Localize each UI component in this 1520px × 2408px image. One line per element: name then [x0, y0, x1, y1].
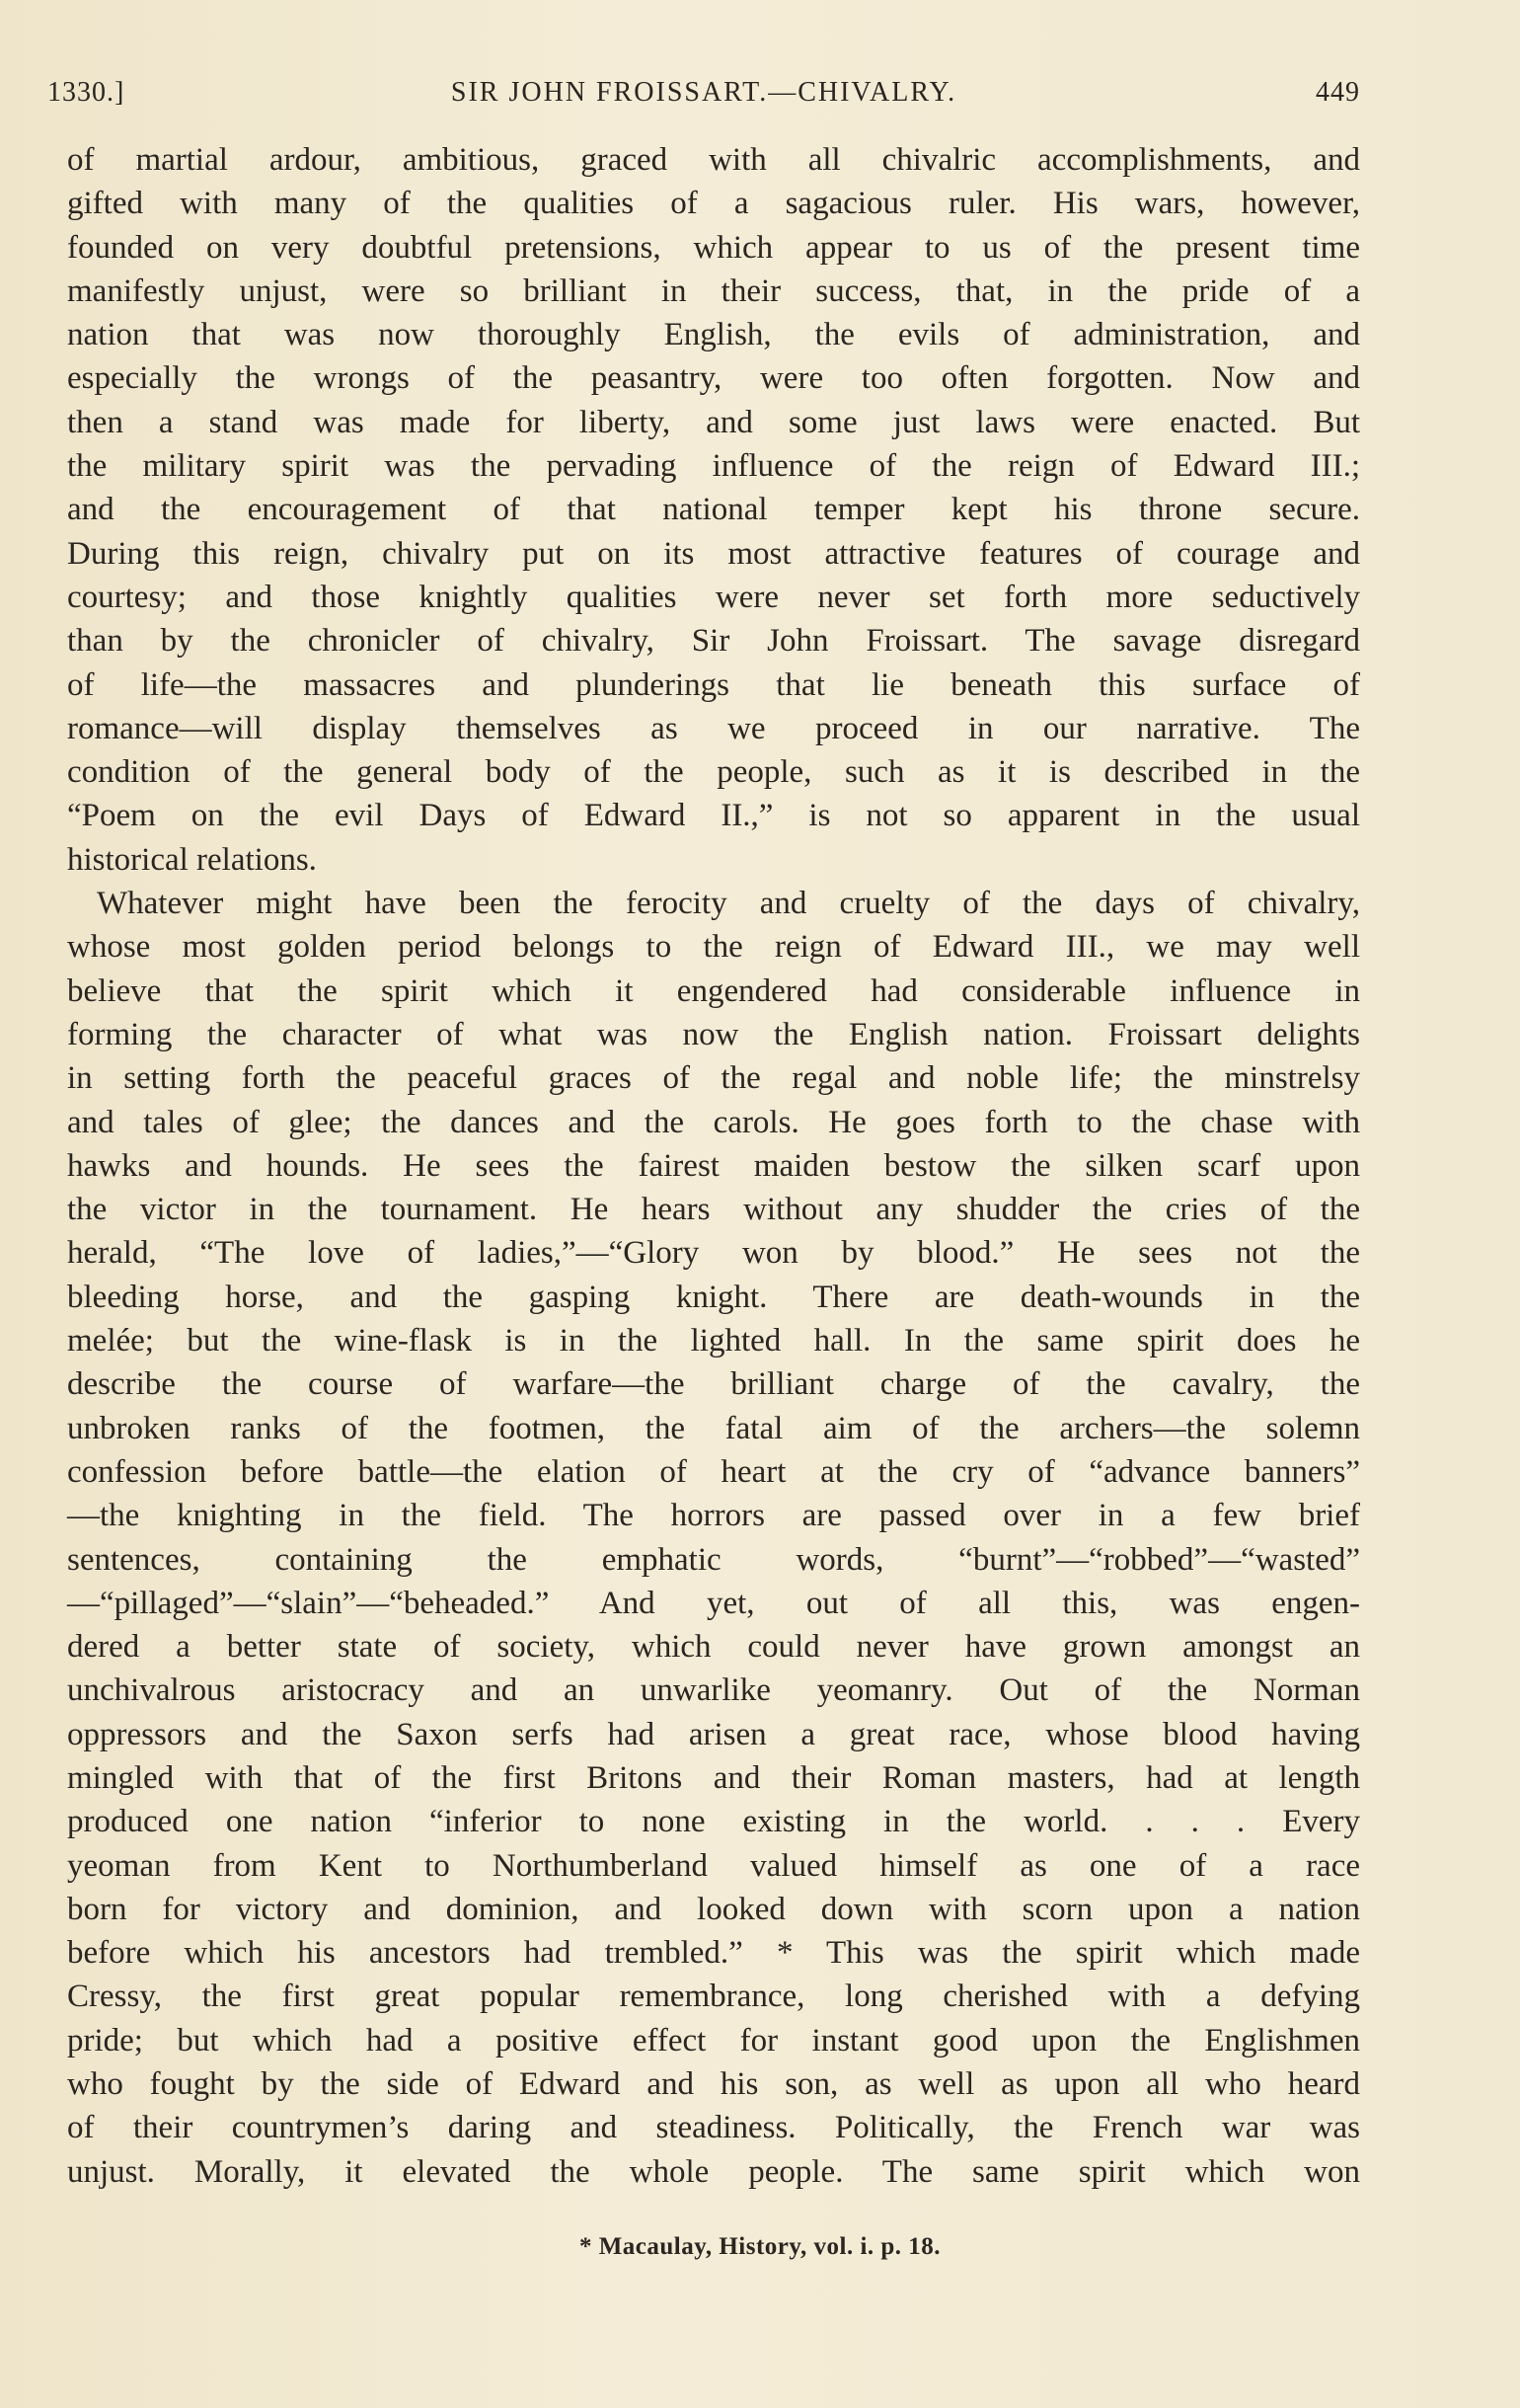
- text-line: of their countrymen’s daring and steadiness. Politically, the French war was: [67, 2110, 1360, 2146]
- text-line: unchivalrous aristocracy and an unwarlike yeomanry. Out of the Norman: [67, 1672, 1360, 1709]
- text-line: confession before battle—the elation of heart at the cry of “advance banners”: [67, 1453, 1360, 1490]
- text-line: —the knighting in the field. The horrors are passed over in a few brief: [67, 1498, 1360, 1534]
- text-line: dered a better state of society, which could never have grown amongst an: [67, 1629, 1360, 1666]
- text-line: especially the wrongs of the peasantry, were too often forgotten. Now and: [67, 360, 1360, 397]
- text-line: before which his ancestors had trembled.” * This was the spirit which made: [67, 1935, 1360, 1972]
- text-line: nation that was now thoroughly English, the evils of administration, and: [67, 317, 1360, 353]
- text-line: herald, “The love of ladies,”—“Glory won by blood.” He sees not the: [67, 1235, 1360, 1272]
- text-line: unbroken ranks of the footmen, the fatal aim of the archers—the solemn: [67, 1410, 1360, 1446]
- text-line: whose most golden period belongs to the reign of Edward III., we may well: [67, 929, 1360, 966]
- text-line: “Poem on the evil Days of Edward II.,” is not so apparent in the usual: [67, 798, 1360, 834]
- text-line: romance—will display themselves as we proceed in our narrative. The: [67, 710, 1360, 746]
- text-line: —“pillaged”—“slain”—“beheaded.” And yet, out of all this, was engen-: [67, 1585, 1360, 1621]
- text-line: forming the character of what was now the English nation. Froissart delights: [67, 1016, 1360, 1052]
- text-line: the military spirit was the pervading influence of the reign of Edward III.;: [67, 448, 1360, 485]
- text-line: founded on very doubtful pretensions, which appear to us of the present time: [67, 229, 1360, 266]
- running-head: [47, 77, 1360, 117]
- page-number: 449: [1316, 77, 1360, 108]
- footnote: * Macaulay, History, vol. i. p. 18.: [578, 2233, 942, 2260]
- text-line: mingled with that of the first Britons and their Roman masters, had at length: [67, 1759, 1360, 1796]
- text-line: sentences, containing the emphatic words, “burnt”—“robbed”—“wasted”: [67, 1541, 1360, 1578]
- text-line: describe the course of warfare—the brilliant charge of the cavalry, the: [67, 1366, 1360, 1403]
- running-head-year: 1330.]: [47, 77, 125, 108]
- text-line: of life—the massacres and plunderings that lie beneath this surface of: [67, 666, 1360, 703]
- running-head-title: SIR JOHN FROISSART.—CHIVALRY.: [450, 77, 957, 108]
- text-line: the victor in the tournament. He hears without any shudder the cries of the: [67, 1192, 1360, 1228]
- text-line: and tales of glee; the dances and the carols. He goes forth to the chase with: [67, 1104, 1360, 1140]
- text-line: then a stand was made for liberty, and some just laws were enacted. But: [67, 404, 1360, 440]
- text-line: and the encouragement of that national temper kept his throne secure.: [67, 492, 1360, 528]
- text-line: believe that the spirit which it engendered had considerable influence in: [67, 972, 1360, 1009]
- text-line: courtesy; and those knightly qualities were never set forth more seductively: [67, 579, 1360, 615]
- text-line: Whatever might have been the ferocity and cruelty of the days of chivalry,: [97, 886, 1360, 922]
- text-line: melée; but the wine-flask is in the lighted hall. In the same spirit does he: [67, 1323, 1360, 1359]
- body-text: [67, 138, 1360, 2194]
- paragraph-2: [67, 882, 1360, 2194]
- text-line: manifestly unjust, were so brilliant in their success, that, in the pride of a: [67, 272, 1360, 309]
- text-line: yeoman from Kent to Northumberland valued himself as one of a race: [67, 1847, 1360, 1884]
- text-line: produced one nation “inferior to none existing in the world. . . . Every: [67, 1804, 1360, 1840]
- text-line: historical relations.: [67, 841, 317, 878]
- text-line: pride; but which had a positive effect for instant good upon the Englishmen: [67, 2022, 1360, 2058]
- text-line: born for victory and dominion, and looked down with scorn upon a nation: [67, 1891, 1360, 1927]
- text-line: of martial ardour, ambitious, graced with all chivalric accomplishments, and: [67, 142, 1360, 178]
- text-line: oppressors and the Saxon serfs had arisen a great race, whose blood having: [67, 1716, 1360, 1752]
- text-line: than by the chronicler of chivalry, Sir John Froissart. The savage disregard: [67, 623, 1360, 660]
- text-line: condition of the general body of the people, such as it is described in the: [67, 754, 1360, 791]
- text-line: Cressy, the first great popular remembrance, long cherished with a defying: [67, 1979, 1360, 2015]
- text-line: hawks and hounds. He sees the fairest maiden bestow the silken scarf upon: [67, 1147, 1360, 1184]
- paragraph-1: [67, 138, 1360, 882]
- text-line: gifted with many of the qualities of a sagacious ruler. His wars, however,: [67, 186, 1360, 222]
- text-line: bleeding horse, and the gasping knight. There are death-wounds in the: [67, 1279, 1360, 1315]
- text-line: in setting forth the peaceful graces of the regal and noble life; the minstrelsy: [67, 1060, 1360, 1097]
- text-line: unjust. Morally, it elevated the whole people. The same spirit which won: [67, 2153, 1360, 2190]
- text-line: who fought by the side of Edward and his son, as well as upon all who heard: [67, 2066, 1360, 2103]
- text-line: During this reign, chivalry put on its most attractive features of courage and: [67, 535, 1360, 572]
